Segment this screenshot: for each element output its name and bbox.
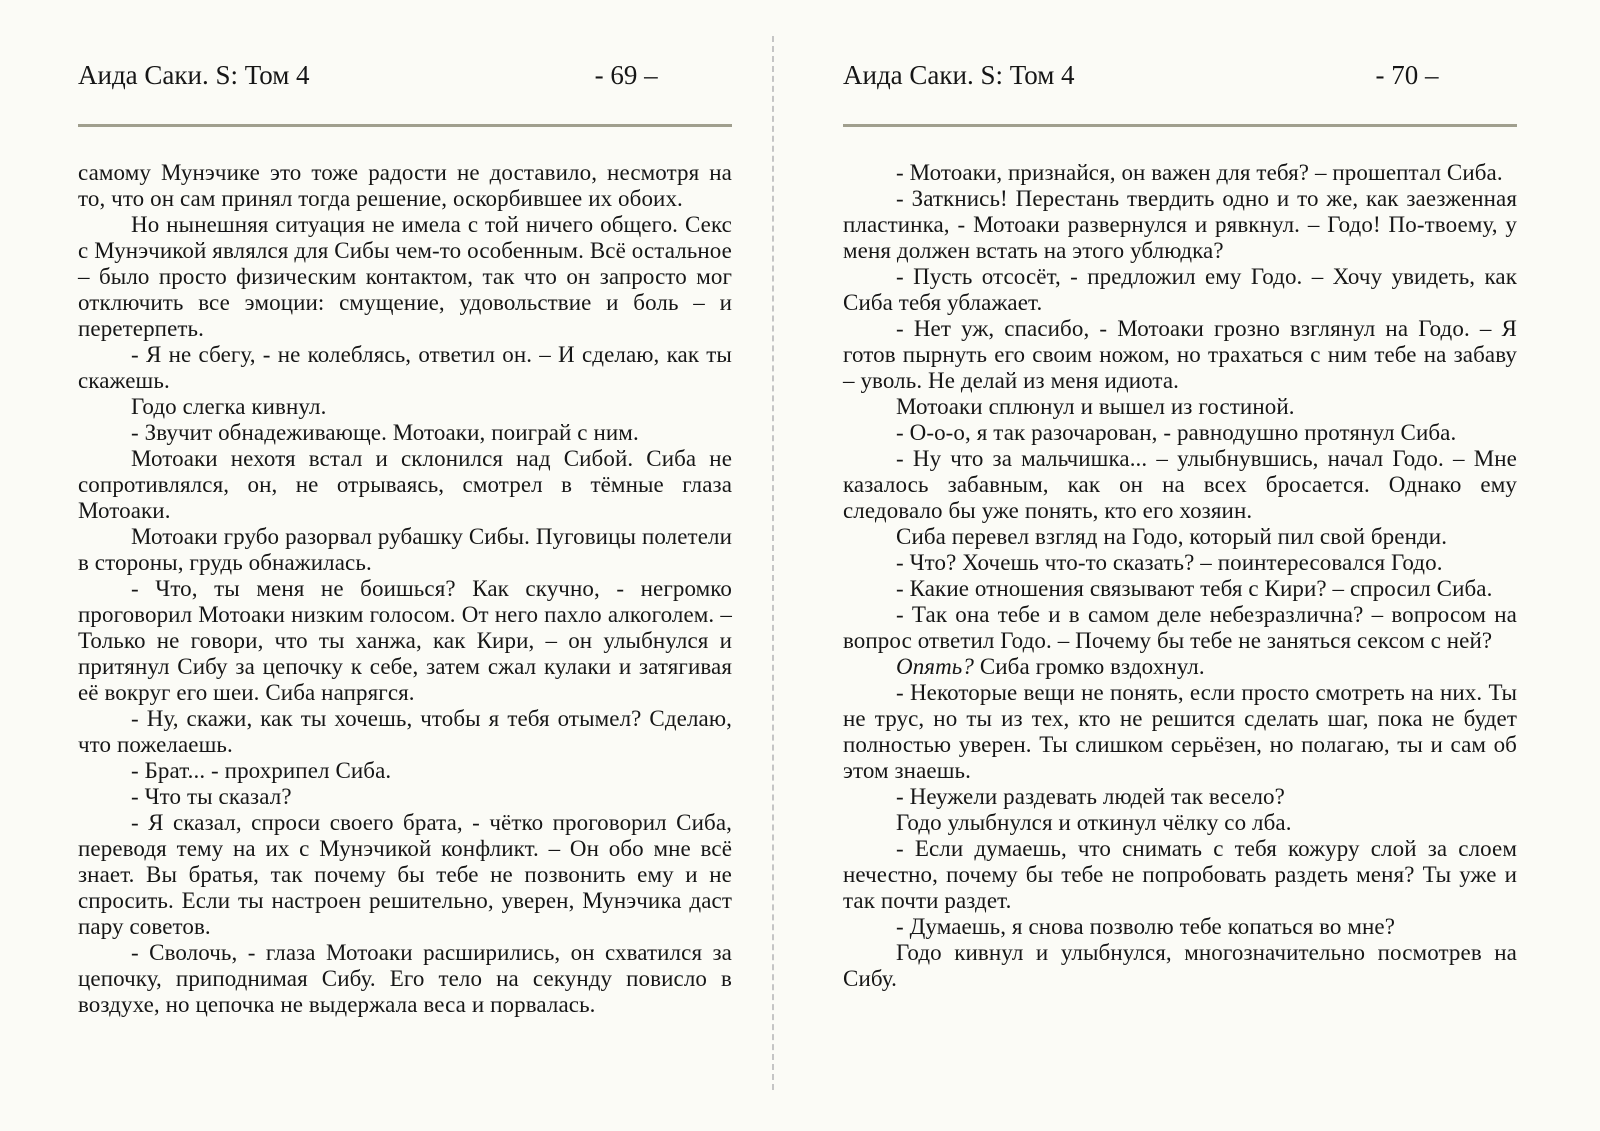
- text-run: - Что? Хочешь что-то сказать? – поинтересовался Годо.: [896, 550, 1443, 575]
- paragraph: [843, 316, 1517, 394]
- paragraph: [843, 420, 1517, 446]
- text-run: - Так она тебе и в самом деле небезразлична? – вопросом на вопрос ответил Годо. – Почему бы тебе не заняться сексом с ней?: [843, 602, 1517, 653]
- paragraph: [843, 446, 1517, 524]
- text-run: Сиба громко вздохнул.: [973, 654, 1205, 679]
- italic-text-run: Опять?: [896, 654, 974, 679]
- text-run: - Звучит обнадеживающе. Мотоаки, поиграй с ним.: [131, 420, 639, 445]
- text-run: - Заткнись! Перестань твердить одно и то же, как заезженная пластинка, - Мотоаки развернулся и рявкнул. – Годо! По-твоему, у меня должен встать на этого ублюдка?: [843, 186, 1517, 263]
- paragraph: [78, 342, 732, 394]
- text-run: - Ну, скажи, как ты хочешь, чтобы я тебя отымел? Сделаю, что пожелаешь.: [78, 706, 732, 757]
- paragraph: [78, 706, 732, 758]
- paragraph: [78, 160, 732, 212]
- paragraph: [78, 446, 732, 524]
- paragraph: [78, 212, 732, 342]
- text-run: Сиба перевел взгляд на Годо, который пил свой бренди.: [896, 524, 1448, 549]
- page-number: - 69 –: [594, 60, 658, 90]
- text-run: - Если думаешь, что снимать с тебя кожуру слой за слоем нечестно, почему бы тебе не попробовать раздеть меня? Ты уже и так почти раздет.: [843, 836, 1517, 913]
- text-run: - Нет уж, спасибо, - Мотоаки грозно взглянул на Годо. – Я готов пырнуть его своим ножом, но трахаться с ним тебе на забаву – уволь. Не делай из меня идиота.: [843, 316, 1517, 393]
- paragraph: [843, 810, 1517, 836]
- text-run: - Некоторые вещи не понять, если просто смотреть на них. Ты не трус, но ты из тех, кто не решится сделать шаг, пока не будет полностью уверен. Ты слишком серьёзен, но полагаю, ты и сам об этом знаешь.: [843, 680, 1517, 783]
- paragraph: [78, 784, 732, 810]
- paragraph: [78, 940, 732, 1018]
- paragraph: [78, 394, 732, 420]
- text-run: самому Мунэчике это тоже радости не доставило, несмотря на то, что он сам принял тогда решение, оскорбившее их обоих.: [78, 160, 732, 211]
- text-run: Но нынешняя ситуация не имела с той ничего общего. Секс с Мунэчикой являлся для Сибы чем-то особенным. Всё остальное – было просто физическим контактом, так что он запросто мог отключить все эмоции: смущение, удовольствие и боль – и перетерпеть.: [78, 212, 732, 341]
- paragraph: [843, 940, 1517, 992]
- page-body: [78, 160, 732, 1018]
- paragraph: [78, 524, 732, 576]
- text-run: - Я не сбегу, - не колеблясь, ответил он. – И сделаю, как ты скажешь.: [78, 342, 732, 393]
- paragraph: [843, 914, 1517, 940]
- paragraph: [843, 264, 1517, 316]
- text-run: - Пусть отсосёт, - предложил ему Годо. – Хочу увидеть, как Сиба тебя ублажает.: [843, 264, 1517, 315]
- paragraph: [843, 836, 1517, 914]
- paragraph: [843, 654, 1517, 680]
- running-title: Аида Саки. S: Том 4: [843, 60, 1075, 90]
- paragraph: [78, 810, 732, 940]
- text-run: - Мотоаки, признайся, он важен для тебя? – прошептал Сиба.: [896, 160, 1503, 185]
- text-run: - Думаешь, я снова позволю тебе копаться во мне?: [896, 914, 1396, 939]
- text-run: - Я сказал, спроси своего брата, - чётко проговорил Сиба, переводя тему на их с Мунэчикой конфликт. – Он обо мне всё знает. Вы братья, так почему бы тебе не позвонить ему и не спросить. Если ты настроен решительно, уверен, Мунэчика даст пару советов.: [78, 810, 732, 939]
- text-run: - Что, ты меня не боишься? Как скучно, - негромко проговорил Мотоаки низким голосом. От него пахло алкоголем. – Только не говори, что ты ханжа, как Кири, – он улыбнулся и притянул Сибу за цепочку к себе, затем сжал кулаки и затягивая её вокруг его шеи. Сиба напрягся.: [78, 576, 732, 705]
- page-69: [78, 0, 732, 1131]
- paragraph: [843, 550, 1517, 576]
- running-title: Аида Саки. S: Том 4: [78, 60, 310, 90]
- paragraph: [843, 602, 1517, 654]
- paragraph: [843, 160, 1517, 186]
- header-rule: [843, 124, 1517, 127]
- text-run: - Неужели раздевать людей так весело?: [896, 784, 1285, 809]
- paragraph: [78, 420, 732, 446]
- text-run: - Что ты сказал?: [131, 784, 292, 809]
- paragraph: [843, 680, 1517, 784]
- text-run: - Какие отношения связывают тебя с Кири? – спросил Сиба.: [896, 576, 1493, 601]
- page-number: - 70 –: [1375, 60, 1439, 90]
- paragraph: [843, 524, 1517, 550]
- text-run: Годо кивнул и улыбнулся, многозначительно посмотрев на Сибу.: [843, 940, 1517, 991]
- text-run: Годо улыбнулся и откинул чёлку со лба.: [896, 810, 1292, 835]
- paragraph: [843, 394, 1517, 420]
- text-run: - Сволочь, - глаза Мотоаки расширились, он схватился за цепочку, приподнимая Сибу. Его тело на секунду повисло в воздухе, но цепочка не выдержала веса и порвалась.: [78, 940, 732, 1017]
- text-run: Годо слегка кивнул.: [131, 394, 327, 419]
- paragraph: [78, 576, 732, 706]
- text-run: Мотоаки сплюнул и вышел из гостиной.: [896, 394, 1295, 419]
- paragraph: [843, 784, 1517, 810]
- text-run: - О-о-о, я так разочарован, - равнодушно протянул Сиба.: [896, 420, 1457, 445]
- paragraph: [843, 186, 1517, 264]
- text-run: - Брат... - прохрипел Сиба.: [131, 758, 392, 783]
- page-divider: [772, 36, 774, 1090]
- page-header-left: [78, 0, 732, 91]
- text-run: Мотоаки нехотя встал и склонился над Сибой. Сиба не сопротивлялся, он, не отрываясь, смотрел в тёмные глаза Мотоаки.: [78, 446, 732, 523]
- paragraph: [843, 576, 1517, 602]
- text-run: - Ну что за мальчишка... – улыбнувшись, начал Годо. – Мне казалось забавным, как он на всех бросается. Однако ему следовало бы уже понять, кто его хозяин.: [843, 446, 1517, 523]
- page-header-right: [843, 0, 1517, 91]
- text-run: Мотоаки грубо разорвал рубашку Сибы. Пуговицы полетели в стороны, грудь обнажилась.: [78, 524, 732, 575]
- paragraph: [78, 758, 732, 784]
- page-70: [843, 0, 1517, 1131]
- header-rule: [78, 124, 732, 127]
- page-body: [843, 160, 1517, 992]
